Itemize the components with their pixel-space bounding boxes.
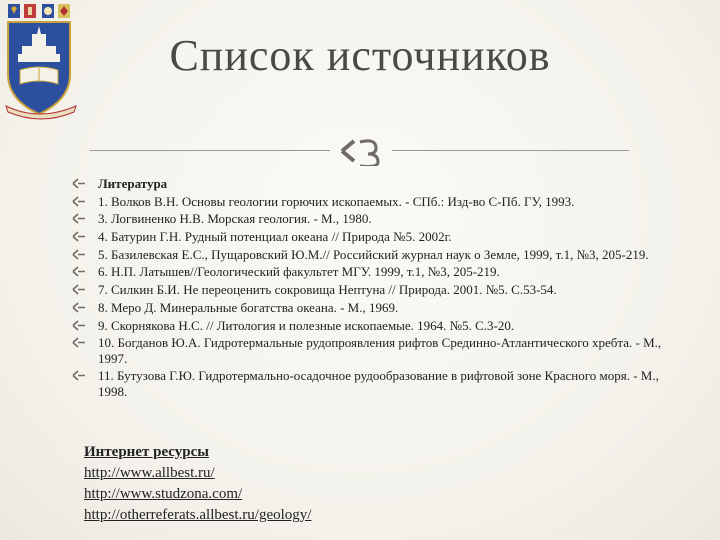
list-item bbox=[72, 368, 672, 399]
bullet-icon bbox=[72, 302, 86, 313]
bullet-icon bbox=[72, 337, 86, 348]
list-item bbox=[72, 247, 672, 263]
list-item-text: 11. Бутузова Г.Ю. Гидротермально-осадочное рудообразование в рифтовой зоне Красного моря. - М., 1998. bbox=[98, 368, 659, 400]
resource-link-studzona[interactable]: http://www.studzona.com/ bbox=[84, 486, 243, 502]
list-item-text: 9. Скорнякова Н.С. // Литология и полезные ископаемые. 1964. №5. С.3-20. bbox=[98, 317, 515, 333]
list-item bbox=[72, 194, 672, 210]
literature-list bbox=[72, 176, 672, 402]
bullet-icon bbox=[72, 370, 86, 381]
list-item-text: 10. Богданов Ю.А. Гидротермальные рудопроявления рифтов Срединно-Атлантического хребта. - М., 1997. bbox=[98, 335, 662, 366]
resource-link-allbest[interactable]: http://www.allbest.ru/ bbox=[84, 465, 215, 481]
list-item-text: 4. Батурин Г.Н. Рудный потенциал океана // Природа №5. 2002г. bbox=[98, 229, 452, 245]
bullet-icon bbox=[72, 266, 86, 277]
list-item-text: 7. Силкин Б.И. Не переоценить сокровища Нептуна // Природа. 2001. №5. С.53-54. bbox=[98, 282, 557, 298]
bullet-icon bbox=[72, 231, 86, 242]
scroll-flourish-icon bbox=[338, 136, 388, 166]
title-divider-left bbox=[90, 150, 330, 151]
list-item bbox=[72, 264, 672, 280]
internet-resources bbox=[84, 442, 311, 526]
list-item-text: 5. Базилевская Е.С., Пущаровский Ю.М.// Российский журнал наук о Земле, 1999, т.1, №3, 205-219. bbox=[98, 246, 649, 262]
bullet-icon bbox=[72, 178, 86, 189]
bullet-icon bbox=[72, 320, 86, 331]
list-item bbox=[72, 318, 672, 334]
list-item-text: 1. Волков В.Н. Основы геологии горючих ископаемых. - СПб.: Изд-во С-Пб. ГУ, 1993. bbox=[98, 193, 575, 209]
list-item-text: 3. Логвиненко Н.В. Морская геология. - М., 1980. bbox=[98, 211, 372, 227]
list-item bbox=[72, 335, 672, 366]
list-item bbox=[72, 229, 672, 245]
bullet-icon bbox=[72, 249, 86, 260]
list-item bbox=[72, 282, 672, 298]
list-item-text: Литература bbox=[98, 176, 168, 191]
resource-link-otherreferats[interactable]: http://otherreferats.allbest.ru/geology/ bbox=[84, 507, 312, 523]
bullet-icon bbox=[72, 284, 86, 295]
list-item-text: 8. Меро Д. Минеральные богатства океана. - М., 1969. bbox=[98, 299, 399, 315]
title-divider-right bbox=[392, 150, 629, 151]
internet-resources-heading: Интернет ресурсы bbox=[84, 444, 209, 460]
bullet-icon bbox=[72, 213, 86, 224]
list-item bbox=[72, 300, 672, 316]
list-item bbox=[72, 176, 672, 192]
bullet-icon bbox=[72, 196, 86, 207]
list-item bbox=[72, 211, 672, 227]
page-title: Список источников bbox=[169, 31, 551, 80]
list-item-text: 6. Н.П. Латышев//Геологический факультет МГУ. 1999, т.1, №3, 205-219. bbox=[98, 264, 500, 280]
